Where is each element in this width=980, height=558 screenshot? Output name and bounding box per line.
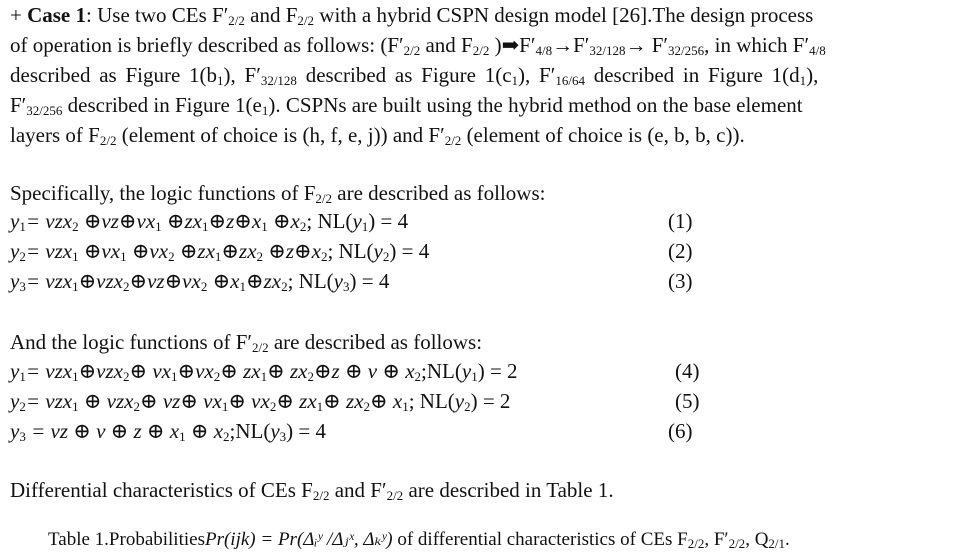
equation-number-6: (6)	[668, 419, 693, 443]
equation-term: ⊕ vz⊕ vx	[140, 389, 222, 413]
equation-term: ⊕vzx	[78, 359, 123, 383]
text: : Use two CEs F′	[86, 3, 229, 27]
nonlinearity-label: ; NL(	[408, 389, 455, 413]
text: → F′	[625, 33, 669, 57]
subscript: 1	[799, 73, 807, 88]
subscript: 2/2	[99, 133, 117, 148]
subscript: 2	[414, 369, 422, 384]
equation-term: ⊕ x	[370, 389, 403, 413]
nonlinearity-var: y	[270, 419, 280, 443]
text: ), F′	[518, 63, 556, 87]
nonlinearity-value: ) = 4	[286, 419, 327, 443]
text: and F	[420, 33, 473, 57]
subscript: 2	[269, 399, 277, 414]
subscript: 2	[123, 279, 130, 294]
subscript: 3	[343, 279, 350, 294]
nonlinearity-label: ; NL(	[327, 239, 374, 263]
equation-2	[10, 238, 429, 270]
text: described as Figure 1(c	[296, 63, 512, 87]
equation-1	[10, 208, 408, 240]
subscript: 32/256	[668, 43, 705, 58]
subscript: 1	[217, 73, 224, 88]
subscript: 3	[19, 429, 26, 444]
probability-formula: Pr(ijk) = Pr(Δᵢʸ /Δⱼˣ, Δₖʸ)	[204, 529, 393, 550]
subscript: 2	[133, 399, 140, 414]
text: ), F′	[223, 63, 261, 87]
case-label: Case 1	[27, 3, 87, 27]
subscript: 1	[402, 399, 409, 414]
equation-term: = vzx	[25, 209, 73, 233]
text: And the logic functions of F′	[10, 330, 252, 354]
equation-3	[10, 268, 389, 300]
text: , F′	[704, 529, 729, 550]
subscript: 2	[256, 249, 264, 264]
text: ). CSPNs are built using the hybrid method on the base element	[268, 93, 803, 117]
text: are described in Table 1.	[403, 478, 614, 502]
para1-line3	[10, 62, 818, 94]
subscript: 4/8	[809, 43, 826, 58]
text: Differential characteristics of CEs F	[10, 478, 313, 502]
equation-term: ⊕zx	[246, 269, 282, 293]
text: Specifically, the logic functions of F	[10, 181, 316, 205]
para1-line4	[10, 92, 803, 124]
subscript: 1	[120, 249, 127, 264]
subscript: 1	[155, 219, 162, 234]
equation-number-1: (1)	[668, 209, 693, 233]
subscript: 2	[320, 249, 328, 264]
subscript: 1	[19, 369, 26, 384]
equation-6	[10, 418, 326, 450]
text: and F′	[329, 478, 387, 502]
equation-lhs: y	[10, 209, 20, 233]
subscript: 3	[279, 429, 287, 444]
nonlinearity-label: ;NL(	[421, 359, 462, 383]
text: (element of choice is (e, b, b, c)).	[461, 123, 745, 147]
text: described in Figure 1(d	[584, 63, 800, 87]
subscript: 2	[223, 429, 230, 444]
equation-term: ⊕ zx	[323, 389, 364, 413]
para3-intro	[10, 329, 482, 361]
nonlinearity-var: y	[373, 239, 383, 263]
text: of operation is briefly described as follows: (F′	[10, 33, 404, 57]
nonlinearity-label: ;NL(	[229, 419, 271, 443]
subscript: 1	[214, 249, 222, 264]
subscript: 2	[213, 369, 221, 384]
subscript: 2	[19, 249, 26, 264]
text: are described as follows:	[332, 181, 546, 205]
subscript: 1	[72, 399, 79, 414]
equation-term: ⊕zx	[174, 239, 215, 263]
para1-line1	[10, 2, 813, 34]
subscript: 1	[202, 219, 209, 234]
equation-5	[10, 388, 510, 420]
table-caption	[48, 528, 790, 552]
nonlinearity-value: ) = 2	[477, 359, 518, 383]
plus-mark: +	[10, 3, 28, 27]
equation-term: ⊕vzx	[78, 269, 123, 293]
nonlinearity-value: ) = 4	[349, 269, 390, 293]
equation-lhs: y	[10, 239, 20, 263]
subscript: 2	[19, 399, 26, 414]
subscript: 2/2	[312, 488, 330, 503]
subscript: 1	[261, 103, 269, 118]
equation-term: ⊕z ⊕ v ⊕ x	[313, 359, 415, 383]
equation-term: ⊕z⊕x	[263, 239, 321, 263]
equation-term: ⊕vz⊕vx	[78, 209, 156, 233]
text: layers of F	[10, 123, 100, 147]
equation-term: = vzx	[25, 359, 73, 383]
equation-term: = vz ⊕ v ⊕ z ⊕ x	[25, 419, 180, 443]
subscript: 2/2	[403, 43, 421, 58]
equation-term: ⊕zx	[161, 209, 202, 233]
para1-line5	[10, 122, 745, 154]
subscript: 1	[316, 399, 324, 414]
equation-term: ⊕vx	[78, 239, 121, 263]
subscript: 2/2	[228, 13, 245, 28]
subscript: 2/2	[444, 133, 462, 148]
equation-lhs: y	[10, 359, 20, 383]
subscript: 1	[361, 219, 369, 234]
equation-term: = vzx	[25, 269, 73, 293]
subscript: 2	[123, 369, 130, 384]
nonlinearity-label: ; NL(	[306, 209, 353, 233]
text: , Q	[745, 529, 769, 550]
subscript: 2	[464, 399, 471, 414]
equation-number-3: (3)	[668, 269, 693, 293]
subscript: 2	[307, 369, 314, 384]
subscript: 2	[382, 249, 390, 264]
subscript: 2/1	[768, 536, 786, 551]
text: ),	[806, 63, 819, 87]
equation-term: ⊕z⊕x	[208, 209, 262, 233]
subscript: 32/128	[260, 73, 297, 88]
equation-number-2: (2)	[668, 239, 693, 263]
text: of differential characteristics of CEs F	[392, 529, 688, 550]
subscript: 2/2	[472, 43, 490, 58]
subscript: 1	[221, 399, 229, 414]
subscript: 2/2	[728, 536, 746, 551]
subscript: 1	[260, 369, 268, 384]
equation-term: ⊕ zx	[220, 359, 261, 383]
subscript: 2/2	[251, 340, 269, 355]
equation-4	[10, 358, 518, 390]
subscript: 3	[19, 279, 26, 294]
subscript: 1	[471, 369, 478, 384]
text: Table 1.Probabilities	[48, 529, 205, 550]
text: .	[785, 529, 790, 550]
text: described as Figure 1(b	[10, 63, 218, 87]
equation-term: ⊕ x	[185, 419, 224, 443]
text: , in which F′	[704, 33, 810, 57]
subscript: 1	[179, 429, 186, 444]
equation-term: ⊕vx	[126, 239, 169, 263]
text: )➡F′	[489, 33, 536, 57]
nonlinearity-var: y	[333, 269, 343, 293]
text: →F′	[552, 33, 590, 57]
text: and F	[244, 3, 298, 27]
subscript: 1	[171, 369, 178, 384]
text: described in Figure 1(e	[62, 93, 262, 117]
equation-term: ⊕ zx	[267, 359, 308, 383]
nonlinearity-value: ) = 4	[389, 239, 430, 263]
equation-term: ⊕ zx	[276, 389, 317, 413]
subscript: 2	[299, 219, 307, 234]
subscript: 1	[72, 249, 79, 264]
subscript: 1	[72, 279, 79, 294]
subscript: 2	[363, 399, 371, 414]
equation-lhs: y	[10, 419, 20, 443]
text: F′	[10, 93, 27, 117]
subscript: 2	[281, 279, 288, 294]
equation-term: = vzx	[25, 389, 73, 413]
subscript: 1	[261, 219, 268, 234]
subscript: 2	[72, 219, 79, 234]
subscript: 4/8	[535, 43, 553, 58]
subscript: 2	[168, 249, 175, 264]
subscript: 2/2	[687, 536, 705, 551]
subscript: 32/128	[589, 43, 626, 58]
nonlinearity-value: ) = 2	[470, 389, 511, 413]
nonlinearity-label: ; NL(	[287, 269, 334, 293]
equation-term: ⊕vx	[177, 359, 214, 383]
nonlinearity-var: y	[461, 359, 472, 383]
equation-term: ⊕ vx	[228, 389, 270, 413]
para4	[10, 477, 614, 509]
subscript: 1	[72, 369, 79, 384]
subscript: 16/64	[555, 73, 585, 88]
equation-term: ⊕x	[267, 209, 300, 233]
equation-term: ⊕x	[207, 269, 240, 293]
equation-number-4: (4)	[675, 359, 700, 383]
equation-term: ⊕ vzx	[78, 389, 134, 413]
equation-term: = vzx	[25, 239, 73, 263]
equation-number-5: (5)	[675, 389, 700, 413]
subscript: 2/2	[386, 488, 404, 503]
equation-term: ⊕zx	[221, 239, 257, 263]
subscript: 1	[19, 219, 26, 234]
equation-lhs: y	[10, 389, 20, 413]
para1-line2	[10, 32, 826, 64]
nonlinearity-value: ) = 4	[368, 209, 409, 233]
text: with a hybrid CSPN design model [26].The design process	[314, 3, 814, 27]
text: are described as follows:	[268, 330, 483, 354]
nonlinearity-var: y	[454, 389, 465, 413]
subscript: 1	[239, 279, 246, 294]
subscript: 2/2	[297, 13, 315, 28]
equation-term: ⊕vz⊕vx	[129, 269, 201, 293]
equation-term: ⊕ vx	[129, 359, 171, 383]
equation-lhs: y	[10, 269, 20, 293]
text: (element of choice is (h, f, e, j)) and F′	[116, 123, 445, 147]
subscript: 1	[511, 73, 519, 88]
nonlinearity-var: y	[352, 209, 362, 233]
subscript: 2/2	[315, 191, 333, 206]
subscript: 32/256	[26, 103, 63, 118]
subscript: 2	[200, 279, 208, 294]
